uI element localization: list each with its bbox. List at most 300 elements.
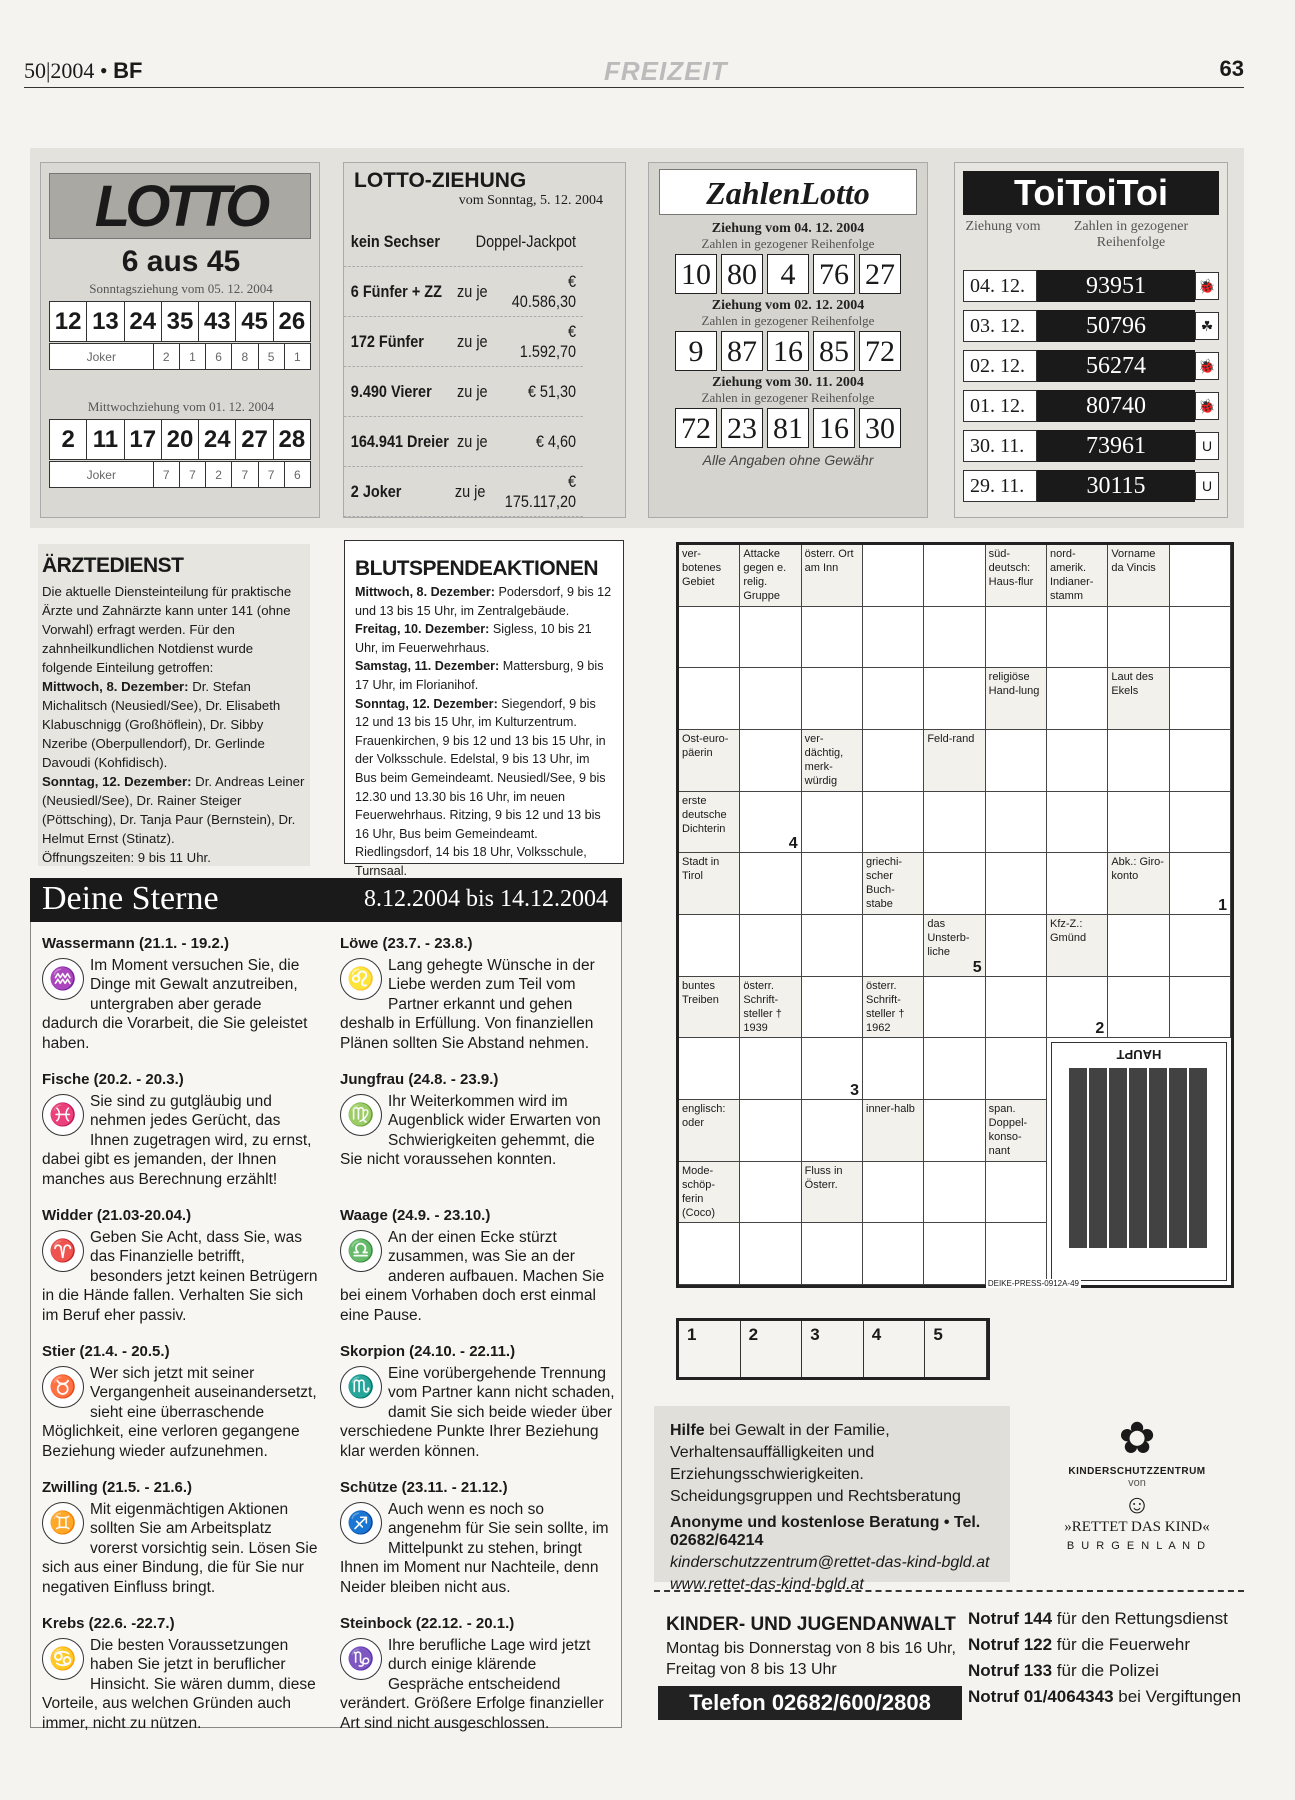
horoscope xyxy=(42,1206,318,1328)
crossword-cell[interactable] xyxy=(740,1162,801,1224)
horoscope-text: Die besten Voraussetzungen haben Sie jetzt in beruflicher Hinsicht. Sie wären dumm, diese Vorteile, aus welchen Gründen auch immer, nicht zu nützen. xyxy=(42,1636,316,1732)
crossword-cell[interactable] xyxy=(679,607,740,669)
solution-box[interactable]: 1 xyxy=(679,1321,741,1377)
ziehung-amount: € 1.592,70 xyxy=(519,321,577,361)
crossword-cell[interactable] xyxy=(1108,730,1169,792)
ziehung-count: kein Sechser xyxy=(350,231,440,251)
crossword-cell[interactable] xyxy=(1170,853,1231,915)
crossword-cell[interactable] xyxy=(802,853,863,915)
lotto-number: 2 xyxy=(50,420,87,460)
cell-number: 2 xyxy=(1095,1020,1105,1038)
crossword-cell[interactable] xyxy=(802,1223,863,1285)
wed-joker xyxy=(49,461,311,488)
blut-item xyxy=(355,585,611,618)
draw-number: 76 xyxy=(813,254,855,294)
cell-number: 3 xyxy=(850,1081,859,1099)
joker-digit: 1 xyxy=(284,344,310,370)
wed-label: Mittwochziehung vom 01. 12. 2004 xyxy=(87,399,275,414)
ziehung-panel xyxy=(343,162,626,518)
horoscope xyxy=(340,934,616,1056)
crossword-cell[interactable] xyxy=(1047,792,1108,854)
notruf-text: bei Vergiftungen xyxy=(1113,1687,1242,1706)
solution-box[interactable]: 4 xyxy=(864,1321,926,1377)
lotto-number: 24 xyxy=(199,420,236,460)
blut-title: BLUTSPENDEAKTIONEN xyxy=(355,557,599,580)
draw-number: 72 xyxy=(859,331,901,371)
blut-day: Mittwoch, 8. Dezember: xyxy=(355,585,495,599)
solution-box[interactable]: 2 xyxy=(741,1321,803,1377)
kinderschutz-logo: ✿ KINDERSCHUTZZENTRUM von ☺ »RETTET DAS KIND« B U R G E N L A N D xyxy=(1030,1406,1244,1582)
ziehung-count: 2 Joker xyxy=(350,481,402,501)
ziehung-row xyxy=(344,217,583,267)
notruf-list xyxy=(968,1606,1244,1710)
crossword-cell[interactable] xyxy=(863,607,924,669)
crossword-cell[interactable] xyxy=(1108,792,1169,854)
crossword-clue: das Unsterb-liche 5 xyxy=(924,915,985,977)
crossword-clue: Laut des Ekels xyxy=(1108,668,1169,730)
lotto-number: 12 xyxy=(50,302,87,342)
blut-panel xyxy=(344,540,624,878)
crossword-cell[interactable] xyxy=(802,607,863,669)
crossword-cell[interactable] xyxy=(986,792,1047,854)
zodiac-icon: ♓ xyxy=(42,1094,84,1136)
horoscope-name: Steinbock (22.12. - 20.1.) xyxy=(340,1615,515,1632)
crossword-cell[interactable] xyxy=(1108,915,1169,977)
crossword-cell[interactable] xyxy=(802,915,863,977)
solution-label: HAUPT xyxy=(1116,1047,1162,1063)
crossword-cell[interactable] xyxy=(986,977,1047,1039)
lotto-number: 20 xyxy=(161,420,198,460)
horoscope-text: Wer sich jetzt mit seiner Vergangenheit auseinandersetzt, sieht eine überraschende Möglichkeit, eine verloren gegangene Beziehung wieder aufzunehmen. xyxy=(42,1364,317,1460)
crossword-clue: griechi-scher Buch-stabe xyxy=(863,853,924,915)
luck-icon: 🐞 xyxy=(1195,272,1219,300)
horoscope xyxy=(42,1478,318,1600)
crossword-cell[interactable] xyxy=(986,1223,1047,1285)
sunday-joker xyxy=(49,343,311,370)
horoscope-name: Jungfrau (24.8. - 23.9.) xyxy=(340,1071,499,1088)
crossword-clue: ver-botenes Gebiet xyxy=(679,545,740,607)
draw-number: 80 xyxy=(721,254,763,294)
crossword-clue: Ost-euro-päerin xyxy=(679,730,740,792)
sunday-numbers xyxy=(49,301,311,342)
ziehung-count: 172 Fünfer xyxy=(350,331,424,351)
crossword-clue: österr. Schrift-steller † 1962 xyxy=(863,977,924,1039)
col-ziehung: Ziehung vom xyxy=(965,219,1041,234)
ziehung-per: zu je xyxy=(457,331,488,351)
crossword-cell[interactable] xyxy=(924,1038,985,1100)
crossword-clue: erste deutsche Dichterin xyxy=(679,792,740,854)
blut-item xyxy=(355,659,604,692)
crossword-clue: süd-deutsch: Haus-flur xyxy=(986,545,1047,607)
zodiac-icon: ♊ xyxy=(42,1502,84,1544)
crossword-cell[interactable] xyxy=(740,853,801,915)
joker-label: Joker xyxy=(50,344,154,370)
horoscope-text: Im Moment versuchen Sie, die Dinge mit Gewalt anzutreiben, untergraben aber gerade dadurch die Vorarbeit, die Sie geleistet haben. xyxy=(42,956,308,1052)
horoscope-text: Ihr Weiterkommen wird im Augenblick wider Erwarten von Schwierigkeiten gehemmt, die Sie nicht voraussehen konnten. xyxy=(340,1092,601,1168)
zodiac-icon: ♑ xyxy=(340,1638,382,1680)
notruf-text: für die Polizei xyxy=(1052,1661,1159,1680)
horoscope-text: Sie sind zu gutgläubig und nehmen jedes Gerücht, das Ihnen zugetragen wird, zu ernst, dabei gibt es jemanden, der Ihnen manches aus Berechnung erzählt! xyxy=(42,1092,312,1188)
horoscope-text: Auch wenn es noch so angenehm für Sie sein sollte, im Mittelpunkt zu stehen, bringt Ihnen im Moment nur Nachteile, denn Neider bleiben nicht aus. xyxy=(340,1500,609,1596)
joker-label: Joker xyxy=(50,462,154,488)
horoscope xyxy=(340,1614,616,1736)
lotto-number: 45 xyxy=(236,302,273,342)
crossword-cell[interactable] xyxy=(863,730,924,792)
divider xyxy=(654,1590,1244,1592)
crossword-cell[interactable] xyxy=(863,668,924,730)
hilfe-panel xyxy=(654,1406,1010,1593)
section-title: FREIZEIT xyxy=(604,56,728,86)
crossword-cell[interactable] xyxy=(679,915,740,977)
zodiac-icon: ♈ xyxy=(42,1230,84,1272)
crossword-cell[interactable] xyxy=(740,607,801,669)
horoscope-name: Stier (21.4. - 20.5.) xyxy=(42,1343,170,1360)
crossword-cell[interactable] xyxy=(924,1162,985,1224)
notruf-number: Notruf 144 xyxy=(968,1609,1053,1628)
crossword-clue: nord-amerik. Indianer-stamm xyxy=(1047,545,1108,607)
crossword-cell[interactable] xyxy=(986,853,1047,915)
crossword-cell[interactable] xyxy=(986,607,1047,669)
crossword-clue: Abk.: Giro-konto xyxy=(1108,853,1169,915)
crossword-cell[interactable] xyxy=(740,668,801,730)
notruf-item xyxy=(968,1632,1244,1658)
horoscope-name: Skorpion (24.10. - 22.11.) xyxy=(340,1343,516,1360)
crossword-clue: span. Doppel-konso-nant xyxy=(986,1100,1047,1162)
joker-digit: 2 xyxy=(206,462,232,488)
zahlenlotto-draw xyxy=(649,375,927,448)
crossword-cell[interactable] xyxy=(863,1038,924,1100)
notruf-item xyxy=(968,1684,1244,1710)
luck-icon: U xyxy=(1195,472,1219,500)
horoscope-name: Schütze (23.11. - 21.12.) xyxy=(340,1479,508,1496)
crossword-cell[interactable] xyxy=(1170,730,1231,792)
horoscope-text: An der einen Ecke stürzt zusammen, was Sie an der anderen aufbauen. Machen Sie bei einem Vorhaben doch erst einmal eine Pause. xyxy=(340,1228,605,1324)
draw-number: 16 xyxy=(813,408,855,448)
crossword-cell[interactable] xyxy=(740,730,801,792)
lotto-number: 11 xyxy=(87,420,124,460)
crossword-cell[interactable] xyxy=(1108,977,1169,1039)
zahlenlotto-footer: Alle Angaben ohne Gewähr xyxy=(702,452,874,468)
joker-digit: 7 xyxy=(179,462,205,488)
solution-pattern xyxy=(1069,1068,1209,1248)
draw-number: 87 xyxy=(721,331,763,371)
crossword-cell[interactable] xyxy=(1170,545,1231,607)
crossword-cell[interactable] xyxy=(924,607,985,669)
crossword-clue: religiöse Hand-lung xyxy=(986,668,1047,730)
draw-sub: Zahlen in gezogener Reihenfolge xyxy=(701,313,875,328)
ziehung-count: 9.490 Vierer xyxy=(350,381,432,401)
blut-text xyxy=(355,583,613,881)
crossword-clue: ver-dächtig, merk-würdig xyxy=(802,730,863,792)
zodiac-icon: ♉ xyxy=(42,1366,84,1408)
toitoitoi-row xyxy=(963,469,1219,503)
ziehung-amount: € 175.117,20 xyxy=(504,471,577,511)
blut-text: Sigless, 10 bis 21 Uhr, im Feuerwehrhaus. xyxy=(355,622,592,655)
ziehung-per: zu je xyxy=(457,431,488,451)
lotto-number: 28 xyxy=(273,420,310,460)
sterne-header xyxy=(30,878,622,922)
sterne-dates: 8.12.2004 bis 14.12.2004 xyxy=(363,886,608,912)
crossword-cell[interactable] xyxy=(1170,977,1231,1039)
hilfe-mail[interactable]: kinderschutzzentrum@rettet-das-kind-bgld.at xyxy=(670,1554,990,1571)
horoscope xyxy=(42,1342,318,1464)
ziehung-per: zu je xyxy=(457,281,488,301)
joker-digit: 6 xyxy=(206,344,232,370)
horoscope xyxy=(42,934,318,1056)
crossword-cell[interactable] xyxy=(802,1100,863,1162)
crossword-clue: Vorname da Vincis xyxy=(1108,545,1169,607)
crossword xyxy=(676,542,1234,1288)
draw-numbers xyxy=(649,254,927,294)
ziehung-rows xyxy=(344,217,625,517)
solution-box[interactable]: 3 xyxy=(802,1321,864,1377)
crossword-cell[interactable] xyxy=(924,1223,985,1285)
cell-number: 4 xyxy=(788,835,798,853)
toitoitoi-date: 29. 11. xyxy=(963,470,1037,502)
kinder-title: KINDER- UND JUGENDANWALT xyxy=(666,1614,956,1635)
joker-digit: 2 xyxy=(153,344,179,370)
joker-digit: 7 xyxy=(232,462,258,488)
horoscope-name: Widder (21.03-20.04.) xyxy=(42,1207,192,1224)
blut-item xyxy=(355,622,592,655)
aerzte-panel xyxy=(38,544,310,866)
crossword-cell[interactable] xyxy=(863,1162,924,1224)
draw-number: 23 xyxy=(721,408,763,448)
toitoitoi-rows xyxy=(955,269,1227,503)
crossword-cell[interactable] xyxy=(986,730,1047,792)
draw-sub: Zahlen in gezogener Reihenfolge xyxy=(701,236,875,251)
horoscope xyxy=(42,1070,318,1192)
toitoitoi-logo: ToiToiToi xyxy=(963,171,1219,215)
crossword-cell[interactable] xyxy=(1170,668,1231,730)
toitoitoi-number: 56274 xyxy=(1037,350,1195,382)
cell-number: 5 xyxy=(972,958,982,976)
ziehung-row xyxy=(344,367,583,417)
toitoitoi-date: 04. 12. xyxy=(963,270,1037,302)
notruf-item xyxy=(968,1606,1244,1632)
blut-text: Siegendorf, 9 bis 12 und 13 bis 15 Uhr, im Kulturzentrum. Frauenkirchen, 9 bis 12 und 13 bis 15 Uhr, in der Volksschule. Edelstal, 9 bis 13 Uhr, im Bus beim Gemeindeamt. Neusiedl/See, 9 bis 12.30 und 13.30 bis 16 Uhr, im neuen Feuerwehrhaus. Ritzing, 9 bis 12 und 13 bis 16 Uhr, Bus beim Gemeindeamt. Riedlingsdorf, 14 bis 18 Uhr, Volksschule, Turnsaal. xyxy=(355,696,606,878)
toitoitoi-row xyxy=(963,389,1219,423)
crossword-cell[interactable] xyxy=(802,977,863,1039)
crossword-cell[interactable] xyxy=(1047,607,1108,669)
joker-digit: 1 xyxy=(179,344,205,370)
crossword-cell[interactable] xyxy=(1170,607,1231,669)
crossword-cell[interactable] xyxy=(863,915,924,977)
crossword-credit: DEIKE-PRESS-0912A-49 xyxy=(987,1279,1079,1288)
crossword-clue: buntes Treiben xyxy=(679,977,740,1039)
sterne-title: Deine Sterne xyxy=(42,880,219,917)
crossword-cell[interactable] xyxy=(986,1162,1047,1224)
horoscope xyxy=(340,1206,616,1328)
crossword-cell[interactable] xyxy=(924,977,985,1039)
horoscope-text: Mit eigenmächtigen Aktionen sollten Sie am Arbeitsplatz vorerst vorsichtig sein. Lösen Sie sich aus einer Bindung, die für Sie nur negativen Einfluss bringt. xyxy=(42,1500,318,1596)
luck-icon: 🐞 xyxy=(1195,392,1219,420)
blut-item xyxy=(355,697,606,878)
kinder-panel xyxy=(654,1604,962,1724)
horoscope xyxy=(42,1614,318,1736)
toitoitoi-row xyxy=(963,269,1219,303)
ziehung-count: 6 Fünfer + ZZ xyxy=(350,281,442,301)
lotto-number: 13 xyxy=(87,302,124,342)
issue-label: 50|2004 • BF xyxy=(24,58,143,83)
ziehung-amount: Doppel-Jackpot xyxy=(475,231,577,251)
crossword-cell[interactable] xyxy=(802,1038,863,1100)
crossword-clue: Attacke gegen e. relig. Gruppe xyxy=(740,545,801,607)
horoscope-name: Löwe (23.7. - 23.8.) xyxy=(340,935,473,952)
ziehung-row xyxy=(344,467,583,517)
draw-number: 4 xyxy=(767,254,809,294)
hilfe-anon: Anonyme und kostenlose Beratung • Tel. 02682/64214 xyxy=(670,1514,981,1549)
luck-icon: U xyxy=(1195,432,1219,460)
crossword-cell[interactable] xyxy=(924,668,985,730)
crossword-cell[interactable] xyxy=(1108,607,1169,669)
horoscope-name: Wassermann (21.1. - 19.2.) xyxy=(42,935,230,952)
draw-sub: Zahlen in gezogener Reihenfolge xyxy=(701,390,875,405)
toitoitoi-number: 80740 xyxy=(1037,390,1195,422)
crossword-cell[interactable] xyxy=(863,792,924,854)
crossword-cell[interactable] xyxy=(1047,730,1108,792)
zahlenlotto-logo: ZahlenLotto xyxy=(659,169,917,215)
hilfe-text: Hilfe bei Gewalt in der Familie, Verhaltensauffälligkeiten und Erziehungsschwierigkeiten. Scheidungsgruppen und Rechtsberatung xyxy=(670,1422,961,1505)
zodiac-icon: ♒ xyxy=(42,958,84,1000)
solution-box[interactable]: 5 xyxy=(925,1321,987,1377)
draw-number: 27 xyxy=(859,254,901,294)
hilfe-web[interactable]: www.rettet-das-kind-bgld.at xyxy=(670,1576,864,1593)
col-zahlen: Zahlen in gezogener Reihenfolge xyxy=(1073,219,1189,250)
draw-number: 10 xyxy=(675,254,717,294)
notruf-item xyxy=(968,1658,1244,1684)
zodiac-icon: ♏ xyxy=(340,1366,382,1408)
crossword-solution xyxy=(676,1318,990,1380)
draw-number: 85 xyxy=(813,331,855,371)
crossword-cell[interactable] xyxy=(924,545,985,607)
zahlenlotto-panel xyxy=(648,162,928,518)
horoscope-name: Fische (20.2. - 20.3.) xyxy=(42,1071,184,1088)
crossword-cell[interactable] xyxy=(924,1100,985,1162)
horoscope xyxy=(340,1342,616,1464)
blut-day: Samstag, 11. Dezember: xyxy=(355,659,500,674)
horoscope-text: Eine vorübergehende Trennung vom Partner kann nicht schaden, damit Sie sich beide wieder über verschiedene Punkte Ihrer Beziehung klar werden können. xyxy=(340,1364,615,1460)
crossword-cell[interactable] xyxy=(924,792,985,854)
crossword-cell[interactable] xyxy=(1047,668,1108,730)
crossword-cell[interactable] xyxy=(1047,853,1108,915)
crossword-cell[interactable] xyxy=(740,915,801,977)
page-header xyxy=(24,52,1244,88)
zodiac-icon: ♋ xyxy=(42,1638,84,1680)
sunday-label: Sonntagsziehung vom 05. 12. 2004 xyxy=(89,281,273,296)
blut-text: Podersdorf, 9 bis 12 und 13 bis 15 Uhr, im Zentralgebäude. xyxy=(355,585,612,618)
toitoitoi-row xyxy=(963,309,1219,343)
horoscope xyxy=(340,1070,616,1192)
crossword-cell[interactable] xyxy=(863,545,924,607)
joker-digit: 8 xyxy=(232,344,258,370)
crossword-clue: englisch: oder xyxy=(679,1100,740,1162)
crossword-cell[interactable] xyxy=(679,668,740,730)
zodiac-icon: ♍ xyxy=(340,1094,382,1136)
crossword-clue: Fluss in Österr. xyxy=(802,1162,863,1224)
crossword-cell[interactable] xyxy=(740,792,801,854)
sterne-right xyxy=(340,934,616,1750)
toitoitoi-date: 01. 12. xyxy=(963,390,1037,422)
toitoitoi-panel xyxy=(954,162,1228,518)
luck-icon: 🐞 xyxy=(1195,352,1219,380)
joker-digit: 7 xyxy=(153,462,179,488)
horoscope-text: Ihre berufliche Lage wird jetzt durch einige klärende Gespräche entscheidend verändert. Größere Erfolge finanzieller Art sind nicht ausgeschlossen. xyxy=(340,1636,604,1732)
ziehung-amount: € 51,30 xyxy=(527,381,577,401)
crossword-cell[interactable] xyxy=(802,792,863,854)
crossword-cell[interactable] xyxy=(740,1038,801,1100)
ziehung-row xyxy=(344,317,583,367)
crossword-clue: österr. Ort am Inn xyxy=(802,545,863,607)
crossword-cell[interactable] xyxy=(863,1223,924,1285)
lotto-number: 24 xyxy=(124,302,161,342)
lotto-number: 43 xyxy=(199,302,236,342)
ziehung-count: 164.941 Dreier xyxy=(350,431,449,451)
sterne-left xyxy=(42,934,318,1750)
horoscope xyxy=(340,1478,616,1600)
child-icon: ☺ xyxy=(1123,1489,1151,1519)
horoscope-name: Krebs (22.6. -22.7.) xyxy=(42,1615,175,1632)
draw-label: Ziehung vom 02. 12. 2004 xyxy=(711,298,865,313)
solution-grid xyxy=(1051,1042,1227,1281)
ziehung-title: LOTTO-ZIEHUNG xyxy=(354,169,527,192)
crossword-cell[interactable] xyxy=(679,1223,740,1285)
cell-number: 1 xyxy=(1218,896,1227,914)
lotto-number: 17 xyxy=(124,420,161,460)
toitoitoi-number: 30115 xyxy=(1037,470,1195,502)
notruf-number: Notruf 01/4064343 xyxy=(968,1687,1114,1706)
crossword-cell[interactable] xyxy=(924,853,985,915)
toitoitoi-date: 03. 12. xyxy=(963,310,1037,342)
crossword-cell[interactable] xyxy=(802,668,863,730)
crossword-clue: Mode-schöp-ferin (Coco) xyxy=(679,1162,740,1224)
zodiac-icon: ♐ xyxy=(340,1502,382,1544)
notruf-number: Notruf 133 xyxy=(968,1661,1053,1680)
kinder-text: Montag bis Donnerstag von 8 bis 16 Uhr, Freitag von 8 bis 13 Uhr xyxy=(666,1640,956,1678)
crossword-cell[interactable] xyxy=(740,1100,801,1162)
draw-label: Ziehung vom 30. 11. 2004 xyxy=(712,375,864,390)
crossword-cell[interactable] xyxy=(1047,977,1108,1039)
crossword-cell[interactable] xyxy=(679,1038,740,1100)
notruf-text: für den Rettungsdienst xyxy=(1052,1609,1228,1628)
draw-number: 9 xyxy=(675,331,717,371)
zahlenlotto-draw xyxy=(649,221,927,294)
joker-digit: 7 xyxy=(258,462,284,488)
crossword-cell[interactable] xyxy=(1170,792,1231,854)
kinder-phone: Telefon 02682/600/2808 xyxy=(658,1686,962,1720)
zahlenlotto-draws xyxy=(649,221,927,448)
toitoitoi-number: 50796 xyxy=(1037,310,1195,342)
crossword-cell[interactable] xyxy=(740,1223,801,1285)
crossword-cell[interactable] xyxy=(986,1038,1047,1100)
draw-numbers xyxy=(649,408,927,448)
lotto-number: 27 xyxy=(236,420,273,460)
zodiac-icon: ♎ xyxy=(340,1230,382,1272)
aerzte-title: ÄRZTEDIENST xyxy=(42,554,184,577)
page-number: 63 xyxy=(1219,56,1244,81)
draw-number: 30 xyxy=(859,408,901,448)
draw-number: 16 xyxy=(767,331,809,371)
toitoitoi-date: 02. 12. xyxy=(963,350,1037,382)
crossword-clue: Feld-rand xyxy=(924,730,985,792)
ziehung-per: zu je xyxy=(454,481,486,501)
ziehung-amount: € 40.586,30 xyxy=(511,271,577,311)
crossword-cell[interactable] xyxy=(986,915,1047,977)
blut-day: Sonntag, 12. Dezember: xyxy=(355,696,498,711)
joker-digit: 6 xyxy=(284,462,310,488)
crossword-cell[interactable] xyxy=(1170,915,1231,977)
draw-number: 81 xyxy=(767,408,809,448)
